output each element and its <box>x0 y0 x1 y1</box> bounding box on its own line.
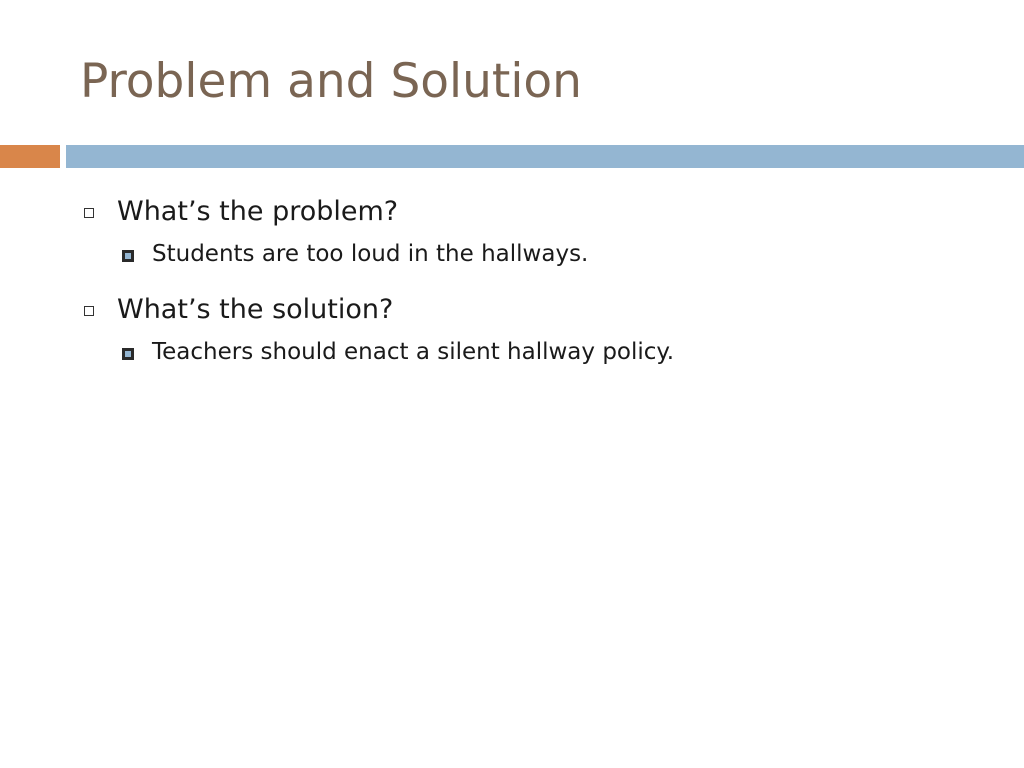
title-divider-bar <box>66 145 1024 168</box>
filled-square-bullet-icon <box>122 250 134 262</box>
bullet-list <box>80 192 980 388</box>
slide-title: Problem and Solution <box>80 54 582 109</box>
hollow-square-bullet-icon <box>84 208 94 218</box>
sub-list-item <box>80 234 980 290</box>
filled-square-bullet-icon <box>122 348 134 360</box>
sub-bullet-text: Teachers should enact a silent hallway policy. <box>152 339 675 365</box>
list-item-problem <box>80 192 980 234</box>
hollow-square-bullet-icon <box>84 306 94 316</box>
title-accent-bar <box>0 145 60 168</box>
sub-bullet-text: Students are too loud in the hallways. <box>152 241 589 267</box>
bullet-text: What’s the solution? <box>117 294 394 325</box>
sub-list-item <box>80 332 980 388</box>
bullet-text: What’s the problem? <box>117 196 399 227</box>
list-item-solution <box>80 290 980 332</box>
